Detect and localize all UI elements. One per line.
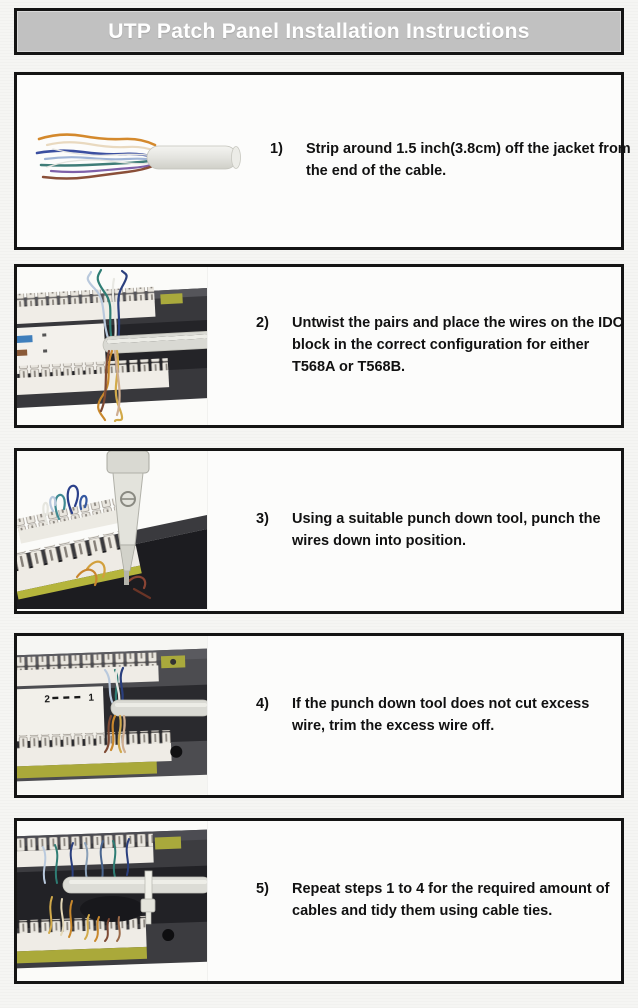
step-3-photo: [17, 451, 208, 611]
step-5-card: [14, 818, 624, 984]
step-4-text-area: [208, 636, 626, 795]
step-1-instruction: Strip around 1.5 inch(3.8cm) off the jacket from the end of the cable.: [306, 141, 631, 179]
step-4-card: [14, 633, 624, 798]
step-2-row: [256, 313, 626, 378]
step-1-text-area: [252, 75, 638, 247]
step-2-text-area: [208, 267, 626, 425]
punch-down-illustration: [17, 451, 207, 609]
twisted-pairs: [37, 135, 157, 179]
step-3-text-area: [208, 451, 626, 611]
cable: [111, 700, 207, 716]
step-4-photo: [17, 636, 208, 795]
step-2-instruction: Untwist the pairs and place the wires on the IDC block in the correct configuration for either T568A or T568B.: [292, 315, 624, 375]
step-2-photo: [17, 267, 208, 425]
cable: [63, 877, 207, 893]
step-1-number: 1): [270, 141, 283, 158]
trimmed-wires-illustration: [17, 636, 207, 794]
cable-jacket: [147, 146, 241, 169]
step-3-row: [256, 509, 626, 553]
step-2-card: [14, 264, 624, 428]
step-4-row: [256, 694, 626, 738]
instruction-sheet: [0, 8, 638, 1008]
step-2-number: 2): [256, 315, 269, 332]
step-1-row: [270, 139, 638, 183]
page-title: [14, 8, 624, 55]
step-3-number: 3): [256, 511, 269, 528]
cable-tie-illustration: [17, 821, 207, 979]
step-5-text-area: [208, 821, 626, 981]
step-1-card: [14, 72, 631, 250]
step-4-instruction: If the punch down tool does not cut excess wire, trim the excess wire off.: [292, 695, 590, 734]
step-4-number: 4): [256, 695, 269, 712]
label-digit-2: 2: [44, 694, 51, 706]
step-5-number: 5): [256, 881, 269, 898]
cable-bundle-shadow: [80, 896, 144, 922]
stripped-cable-illustration: [17, 101, 252, 221]
tool-blade: [124, 571, 129, 585]
step-3-instruction: Using a suitable punch down tool, punch the wires down into position.: [292, 511, 601, 549]
page-title-text: UTP Patch Panel Installation Instructions: [108, 19, 530, 43]
label-digit-1: 1: [88, 692, 95, 704]
step-5-instruction: Repeat steps 1 to 4 for the required amount of cables and tidy them using cable ties.: [292, 881, 610, 919]
step-3-card: [14, 448, 624, 614]
step-5-photo: [17, 821, 208, 981]
wires-on-idc-illustration: [17, 267, 207, 425]
step-1-photo: [17, 75, 252, 247]
step-5-row: [256, 879, 626, 923]
